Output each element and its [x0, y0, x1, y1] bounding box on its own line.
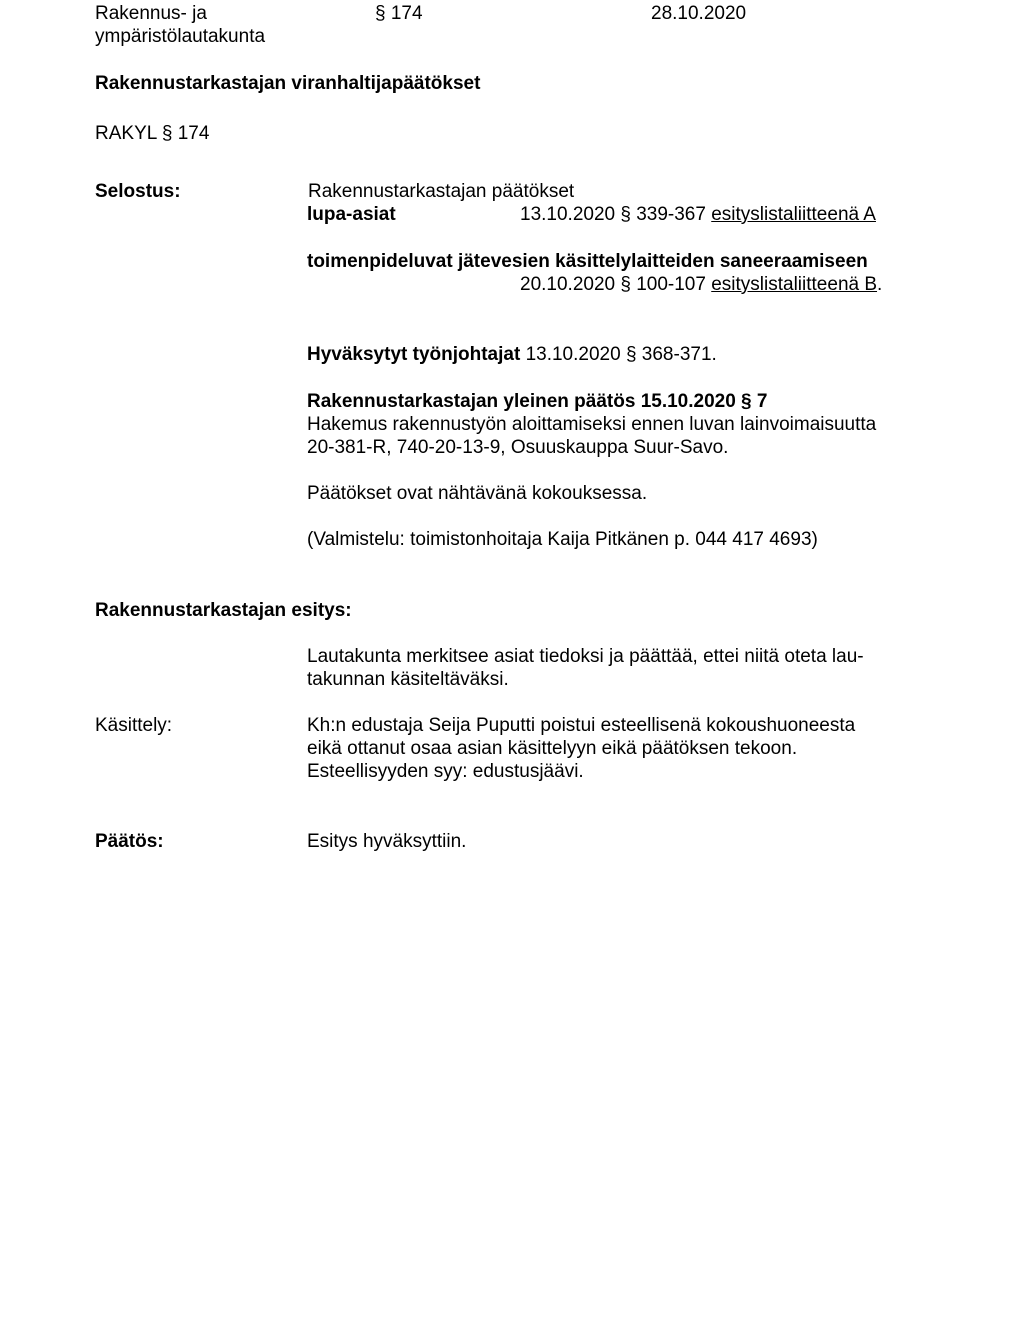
- reference: RAKYL § 174: [95, 123, 210, 144]
- header-org-line2: ympäristölautakunta: [95, 26, 266, 47]
- lupa-label: lupa-asiat: [307, 204, 396, 225]
- header-organization: [95, 2, 265, 48]
- selostus-label: Selostus:: [95, 181, 181, 202]
- header-org-line1: Rakennus- ja: [95, 3, 207, 24]
- attachment-a-link[interactable]: esityslistaliitteenä A: [711, 204, 876, 225]
- valmistelu-text: (Valmistelu: toimistonhoitaja Kaija Pitkänen p. 044 417 4693): [307, 529, 818, 550]
- toimenpide-line: [520, 273, 882, 296]
- paatos-label: Päätös:: [95, 831, 164, 852]
- nahtavana-text: Päätökset ovat nähtävänä kokouksessa.: [307, 483, 648, 504]
- esitys-line2: takunnan käsiteltäväksi.: [307, 669, 509, 690]
- tyonjohtajat-line: [307, 343, 717, 366]
- paatos-text: Esitys hyväksyttiin.: [307, 831, 467, 852]
- esitys-label: Rakennustarkastajan esitys:: [95, 600, 352, 621]
- toimenpide-period: .: [877, 274, 883, 295]
- yleinen-line1: Hakemus rakennustyön aloittamiseksi ennen luvan lainvoimaisuutta: [307, 414, 877, 435]
- toimenpide-ref: 20.10.2020 § 100-107: [520, 274, 706, 295]
- selostus-intro: Rakennustarkastajan päätökset: [308, 181, 575, 202]
- lupa-ref: 13.10.2020 § 339-367: [520, 204, 706, 225]
- header-date: 28.10.2020: [651, 3, 747, 24]
- tyonjohtajat-ref: 13.10.2020 § 368-371.: [525, 344, 717, 365]
- yleinen-line2: 20-381-R, 740-20-13-9, Osuuskauppa Suur-Savo.: [307, 437, 729, 458]
- header-section: § 174: [375, 3, 423, 24]
- kasittely-line1: Kh:n edustaja Seija Puputti poistui esteellisenä kokoushuoneesta: [307, 715, 856, 736]
- yleinen-label: Rakennustarkastajan yleinen päätös 15.10.2020 § 7: [307, 391, 768, 412]
- attachment-b-link[interactable]: esityslistaliitteenä B: [711, 274, 878, 295]
- esitys-line1: Lautakunta merkitsee asiat tiedoksi ja päättää, ettei niitä oteta lau-: [307, 646, 864, 667]
- tyonjohtajat-label: Hyväksytyt työnjohtajat: [307, 344, 521, 365]
- toimenpide-label: toimenpideluvat jätevesien käsittelylaitteiden saneeraamiseen: [307, 251, 868, 272]
- kasittely-line3: Esteellisyyden syy: edustusjäävi.: [307, 761, 584, 782]
- page-title: Rakennustarkastajan viranhaltijapäätökset: [95, 73, 481, 94]
- kasittely-label: Käsittely:: [95, 715, 173, 736]
- lupa-line: [520, 203, 876, 226]
- kasittely-line2: eikä ottanut osaa asian käsittelyyn eikä päätöksen tekoon.: [307, 738, 798, 759]
